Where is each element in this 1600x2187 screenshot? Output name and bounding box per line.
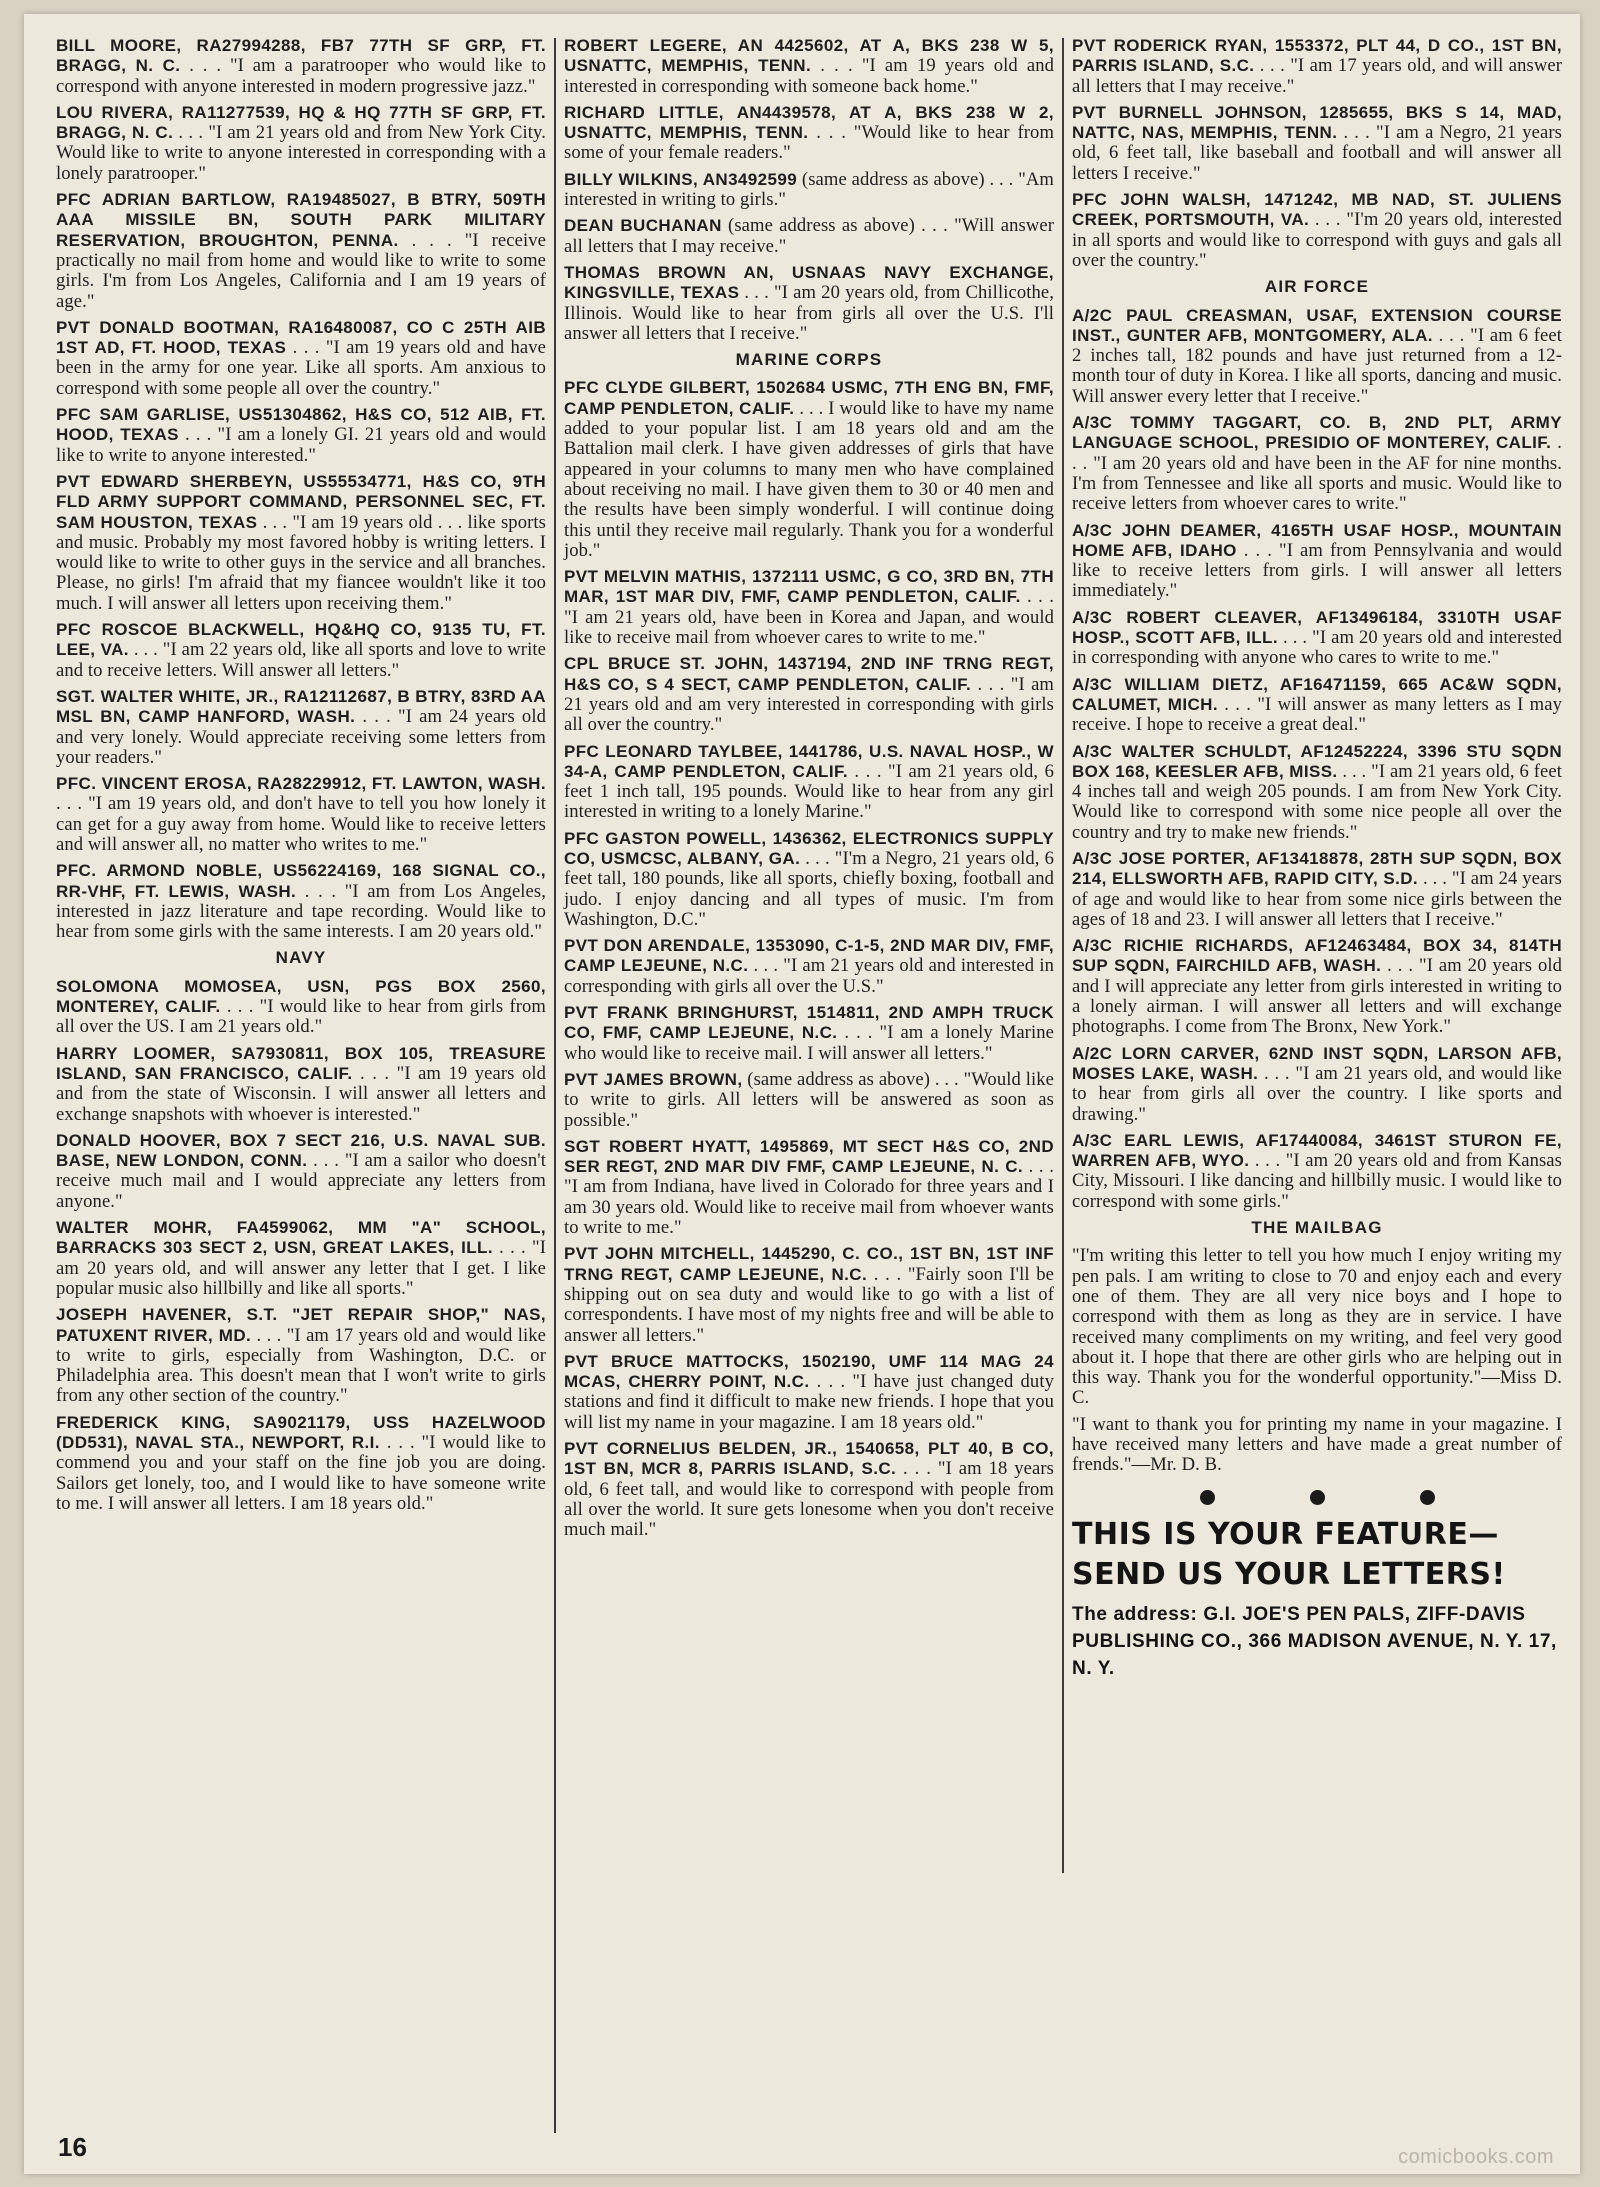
entry-message: . . . "I am a lonely GI. 21 years old and would like to write to anyone interested." [56, 424, 546, 466]
entry-message: . . . "I am 21 years old, 6 feet 4 inches tall and weigh 205 pounds. I am from New York City. Would like to correspond with some nice people all over the country and try to make new friends." [1072, 760, 1562, 843]
column-divider-2 [1062, 38, 1064, 1873]
watermark: comicbooks.com [1398, 2146, 1554, 2168]
entry-message: . . . "I would like to hear from girls from all over the US. I am 21 years old." [56, 996, 546, 1038]
entry-message: . . . "I am a lonely Marine who would like to receive mail. I will answer all letters." [564, 1022, 1054, 1064]
entry-name-address: PFC CLYDE GILBERT, 1502684 USMC, 7TH ENG BN, FMF, CAMP PENDLETON, CALIF. [564, 378, 1054, 418]
entry-name-address: PFC. ARMOND NOBLE, US56224169, 168 SIGNAL CO., RR-VHF, FT. LEWIS, WASH. [56, 861, 546, 901]
pen-pal-entry [564, 1244, 1054, 1345]
dot-ornament [1200, 1490, 1215, 1505]
entry-name-address: FREDERICK KING, SA9021179, USS HAZELWOOD (DD531), NAVAL STA., NEWPORT, R.I. [56, 1412, 546, 1452]
pen-pal-entry [564, 1137, 1054, 1238]
entry-message: . . . "I am 21 years old, 6 feet 1 inch tall, 195 pounds. Would like to hear from any girl interested in writing to a lonely Marine." [564, 760, 1054, 823]
pen-pal-entry [1072, 521, 1562, 602]
pen-pal-entry [564, 936, 1054, 997]
entry-message: . . . "I am a sailor who doesn't receive much mail and I would appreciate any letters from anyone." [56, 1150, 546, 1212]
pen-pal-entry [56, 861, 546, 942]
pen-pal-entry [564, 263, 1054, 344]
entry-name-address: PFC GASTON POWELL, 1436362, ELECTRONICS SUPPLY CO, USMCSC, ALBANY, GA. [564, 828, 1054, 868]
promo-headline-line-2: SEND US YOUR LETTERS! [1072, 1556, 1506, 1592]
pen-pal-entry [564, 103, 1054, 164]
entry-name-address: PFC ROSCOE BLACKWELL, HQ&HQ CO, 9135 TU, FT. LEE, VA. [56, 620, 546, 660]
entry-message: . . . "I am 19 years old and from the state of Wisconsin. I will answer all letters and exchange snapshots with whoever is interested." [56, 1062, 546, 1125]
entry-name-address: BILLY WILKINS, AN3492599 [564, 169, 798, 189]
entry-message: . . . "I am 20 years old and I will appreciate any letter from girls interested in writing to a lonely airman. I will answer all letters and will exchange photographs. I come from The Bronx, New York." [1072, 955, 1563, 1038]
dot-ornament [1310, 1490, 1325, 1505]
pen-pal-entry [56, 1131, 546, 1212]
entry-name-address: A/3C JOSE PORTER, AF13418878, 28TH SUP SQDN, BOX 214, ELLSWORTH AFB, RAPID CITY, S.D. [1072, 848, 1562, 889]
section-heading: AIR FORCE [1264, 277, 1370, 297]
entry-message: . . . "I am 24 years of age and would like to hear from some nice girls between the ages of 18 and 23. I will answer all letters that I receive." [1072, 868, 1562, 930]
promo-headline [1072, 1515, 1562, 1595]
pen-pal-entry [56, 36, 546, 97]
entry-message: . . . "I am 19 years old and interested in corresponding with someone back home." [564, 55, 1055, 97]
entry-message: . . . "Fairly soon I'll be shipping out on sea duty and would like to go with a list of correspondents. I have most of my nights free and will be able to answer all letters." [564, 1263, 1054, 1346]
entry-name-address: SGT. WALTER WHITE, JR., RA12112687, B BTRY, 83RD AA MSL BN, CAMP HANFORD, WASH. [56, 686, 546, 727]
entry-name-address: BILL MOORE, RA27994288, FB7 77TH SF GRP, FT. BRAGG, N. C. [56, 36, 546, 76]
entry-message: . . . "I am from Pennsylvania and would like to receive letters from girls. I will answer all letters immediately." [1072, 539, 1562, 602]
entry-message: . . . I would like to have my name added to your popular list. I am 18 years old and am the Battalion mail clerk. I have given addresses of girls that have appeared in your columns to many men who have complained about receiving no mail. I have given them to 30 or 40 men and the results have been simply wonderful. I will continue doing this until they receive mail regularly. Thank you for a wonderful job." [564, 397, 1054, 561]
pen-pal-entry [56, 1044, 546, 1125]
pen-pal-entry [56, 405, 546, 466]
pen-pal-entry [564, 742, 1054, 823]
entry-message: . . . "I am 19 years old and have been in the army for one year. Like all sports. Am anxious to correspond with some people all over the country." [56, 337, 546, 399]
entry-message: . . . "I am 19 years old . . . like sports and music. Probably my most favored hobby is writing letters. I would like to write to other guys in the service and all branches. Please, no girls! I'm afraid that my fiancee wouldn't like it too much. I will answer all letters upon receiving them." [56, 511, 546, 614]
pen-pal-entry [564, 36, 1054, 97]
entry-name-address: SGT ROBERT HYATT, 1495869, MT SECT H&S CO, 2ND SER REGT, 2ND MAR DIV FMF, CAMP LEJEUNE, N. C. [564, 1136, 1054, 1177]
entry-name-address: HARRY LOOMER, SA7930811, BOX 105, TREASURE ISLAND, SAN FRANCISCO, CALIF. [56, 1043, 546, 1083]
entry-name-address: A/3C WALTER SCHULDT, AF12452224, 3396 STU SQDN BOX 168, KEESLER AFB, MISS. [1072, 741, 1562, 781]
entry-message: (same address as above) . . . "Am interested in writing to girls." [564, 168, 1054, 211]
dot-ornament [1420, 1490, 1435, 1505]
entry-name-address: PVT FRANK BRINGHURST, 1514811, 2ND AMPH TRUCK CO, FMF, CAMP LEJEUNE, N.C. [564, 1003, 1054, 1043]
entry-message: . . . "I am 20 years old, and will answer any letter that I get. I like popular music also hillbilly and like all sports." [56, 1237, 546, 1299]
column-divider-1 [554, 38, 556, 2133]
entry-name-address: PVT MELVIN MATHIS, 1372111 USMC, G CO, 3RD BN, 7TH MAR, 1ST MAR DIV, FMF, CAMP PENDLETON, CALIF. [564, 567, 1054, 607]
entry-message: (same address as above) . . . "Would like to write to girls. All letters will be answered as soon as possible." [564, 1068, 1054, 1131]
entry-message: . . . "I have just changed duty stations and find it difficult to make new friends. I hope that you will list my name in your magazine. I am 18 years old." [564, 1371, 1054, 1433]
entry-name-address: SOLOMONA MOMOSEA, USN, PGS BOX 2560, MONTEREY, CALIF. [56, 976, 546, 1017]
pen-pal-entry [1072, 675, 1562, 736]
entry-message: . . . "I am 20 years old and interested in corresponding with anyone who cares to write to me." [1072, 627, 1562, 669]
entry-message: . . . "I am 24 years old and very lonely. Would appreciate receiving some letters from your readers." [56, 706, 546, 768]
entry-name-address: PVT JAMES BROWN, [564, 1069, 743, 1089]
entry-message: (same address as above) . . . "Will answer all letters that I may receive." [564, 215, 1054, 257]
entry-message: . . . "Would like to hear from some of your female readers." [564, 122, 1055, 164]
pen-pal-entry [56, 1305, 546, 1406]
pen-pal-entry [56, 977, 546, 1038]
entry-name-address: LOU RIVERA, RA11277539, HQ & HQ 77TH SF GRP, FT. BRAGG, N. C. [56, 102, 546, 143]
pen-pal-entry [56, 103, 546, 184]
entry-name-address: RICHARD LITTLE, AN4439578, AT A, BKS 238 W 2, USNATTC, MEMPHIS, TENN. [564, 102, 1054, 143]
pen-pal-entry [1072, 936, 1562, 1037]
entry-message: . . . "I am 17 years old and would like to write to girls, especially from Washington, D.C. or Philadelphia area. This doesn't mean that I won't write to girls from any other section of the country." [56, 1324, 546, 1407]
entry-name-address: A/2C LORN CARVER, 62ND INST SQDN, LARSON AFB, MOSES LAKE, WASH. [1072, 1043, 1562, 1083]
pen-pal-entry [564, 654, 1054, 735]
pen-pal-entry [1072, 608, 1562, 669]
entry-message: . . . "I am 21 years old, have been in Korea and Japan, and would like to receive mail from whoever cares to write to me." [564, 586, 1054, 649]
pen-pal-entry [56, 687, 546, 768]
entry-message: . . . "I am 6 feet 2 inches tall, 182 pounds and have just returned from a 12-month tour of duty in Korea. I like all sports, dancing and music. Will answer every letter that I receive." [1072, 324, 1562, 407]
promo-headline-line-1: THIS IS YOUR FEATURE— [1072, 1516, 1499, 1552]
entry-message: . . . "I am 22 years old, like all sports and love to write and to receive letters. Will answer all letters." [56, 639, 546, 681]
entry-name-address: PVT EDWARD SHERBEYN, US55534771, H&S CO, 9TH FLD ARMY SUPPORT COMMAND, PERSONNEL SEC, FT. SAM HOUSTON, TEXAS [56, 471, 546, 532]
pen-pal-entry [564, 216, 1054, 257]
entry-message: "I'm writing this letter to tell you how much I enjoy writing my pen pals. I am writing to close to 70 and enjoy each and every one of them. They are all very nice boys and I hope to correspond with them as long as they are in service. I have received many compliments on my writing, and feel very good about it. I hope that there are other girls who are helping out in this way. Thank you for the wonderful opportunity."—Miss D. C. [1072, 1245, 1562, 1409]
pen-pal-entry [56, 620, 546, 681]
entry-name-address: A/3C WILLIAM DIETZ, AF16471159, 665 AC&W SQDN, CALUMET, MICH. [1072, 674, 1562, 714]
pen-pal-entry [56, 774, 546, 855]
pen-pal-entry [1072, 849, 1562, 930]
pen-pal-entry [1072, 742, 1562, 843]
entry-message: . . . "I am 18 years old, 6 feet tall, and would like to correspond with people from all over the world. It sure gets lonesome when you don't receive much mail." [564, 1458, 1054, 1541]
entry-message: "I want to thank you for printing my name in your magazine. I have received many letters and have made a great number of frends."—Mr. D. B. [1072, 1413, 1562, 1476]
pen-pal-entry [564, 1003, 1054, 1064]
entry-message: . . . "I receive practically no mail from home and would like to write to some girls. I'm from Los Angeles, California and I am 19 years of age." [56, 229, 547, 312]
pen-pal-entry [564, 1070, 1054, 1131]
entry-message: . . . "I am 20 years old, from Chillicothe, Illinois. Would like to hear from girls all over the U.S. I'll answer all letters that I receive." [564, 282, 1054, 344]
entry-message: . . . "I am 21 years old and am very interested in corresponding with girls all over the country." [564, 673, 1054, 736]
entry-name-address: PFC JOHN WALSH, 1471242, MB NAD, ST. JULIENS CREEK, PORTSMOUTH, VA. [1072, 190, 1562, 230]
entry-name-address: PVT BURNELL JOHNSON, 1285655, BKS S 14, MAD, NATTC, NAS, MEMPHIS, TENN. [1072, 102, 1562, 143]
section-heading: NAVY [275, 948, 327, 968]
pen-pal-entry [1072, 1131, 1562, 1212]
entry-name-address: A/3C RICHIE RICHARDS, AF12463484, BOX 34, 814TH SUP SQDN, FAIRCHILD AFB, WASH. [1072, 936, 1562, 976]
pen-pal-entry [1072, 306, 1562, 407]
pen-pal-entry [1072, 1415, 1562, 1476]
entry-message: . . . "I am from Los Angeles, interested in jazz literature and tape recording. Would like to hear from some girls with the same interests. I am 20 years old." [56, 880, 546, 943]
section-heading: MARINE CORPS [735, 350, 883, 370]
entry-name-address: A/3C EARL LEWIS, AF17440084, 3461ST STURON FE, WARREN AFB, WYO. [1072, 1130, 1562, 1171]
page-number: 16 [58, 2132, 87, 2162]
entry-name-address: A/3C JOHN DEAMER, 4165TH USAF HOSP., MOUNTAIN HOME AFB, IDAHO [1072, 520, 1562, 560]
pen-pal-entry [564, 1439, 1054, 1540]
entry-message: . . . "I am 21 years old and from New York City. Would like to write to anyone interested in corresponding with a lonely paratrooper." [56, 122, 546, 184]
entry-name-address: PFC SAM GARLISE, US51304862, H&S CO, 512 AIB, FT. HOOD, TEXAS [56, 405, 546, 445]
entry-message: . . . "I will answer as many letters as I may receive. I hope to receive a great deal." [1072, 693, 1562, 736]
entry-message: . . . "I'm a Negro, 21 years old, 6 feet tall, 180 pounds, like all sports, chiefly boxing, football and judo. I enjoy dancing and all types of music. I'm from Washington, D.C." [564, 847, 1055, 930]
entry-message: . . . "I am a paratrooper who would like to correspond with anyone interested in modern progressive jazz." [56, 55, 546, 97]
column-middle [564, 36, 1054, 1546]
entry-name-address: PVT RODERICK RYAN, 1553372, PLT 44, D CO., 1ST BN, PARRIS ISLAND, S.C. [1072, 36, 1562, 76]
entry-name-address: PVT JOHN MITCHELL, 1445290, C. CO., 1ST BN, 1ST INF TRNG REGT, CAMP LEJEUNE, N.C. [564, 1244, 1054, 1284]
pen-pal-entry [56, 318, 546, 399]
pen-pal-entry [56, 1218, 546, 1299]
entry-name-address: PFC. VINCENT EROSA, RA28229912, FT. LAWTON, WASH. [56, 774, 546, 794]
entry-name-address: PVT CORNELIUS BELDEN, JR., 1540658, PLT 40, B CO, 1ST BN, MCR 8, PARRIS ISLAND, S.C. [564, 1439, 1054, 1479]
pen-pal-entry [564, 829, 1054, 930]
entry-name-address: PFC LEONARD TAYLBEE, 1441786, U.S. NAVAL HOSP., W 34-A, CAMP PENDLETON, CALIF. [564, 741, 1054, 781]
pen-pal-entry [1072, 413, 1562, 514]
entry-message: . . . "I am a Negro, 21 years old, 6 feet tall, like baseball and football and will answer all letters I receive." [1072, 122, 1562, 184]
pen-pal-entry [564, 378, 1054, 561]
pen-pal-entry [564, 1352, 1054, 1433]
entry-name-address: DONALD HOOVER, BOX 7 SECT 216, U.S. NAVAL SUB. BASE, NEW LONDON, CONN. [56, 1130, 546, 1171]
column-right [1072, 36, 1562, 1682]
entry-name-address: WALTER MOHR, FA4599062, MM "A" SCHOOL, BARRACKS 303 SECT 2, USN, GREAT LAKES, ILL. [56, 1218, 546, 1258]
entry-name-address: ROBERT LEGERE, AN 4425602, AT A, BKS 238 W 5, USNATTC, MEMPHIS, TENN. [564, 36, 1054, 76]
magazine-page [24, 14, 1580, 2174]
pen-pal-entry [56, 1413, 546, 1514]
pen-pal-entry [1072, 36, 1562, 97]
entry-name-address: THOMAS BROWN AN, USNAAS NAVY EXCHANGE, KINGSVILLE, TEXAS [564, 262, 1054, 303]
feature-promo [1072, 1515, 1562, 1682]
column-left [56, 36, 546, 1520]
entry-name-address: A/3C ROBERT CLEAVER, AF13496184, 3310TH USAF HOSP., SCOTT AFB, ILL. [1072, 607, 1562, 648]
entry-name-address: JOSEPH HAVENER, S.T. "JET REPAIR SHOP," NAS, PATUXENT RIVER, MD. [56, 1305, 546, 1345]
entry-name-address: CPL BRUCE ST. JOHN, 1437194, 2ND INF TRNG REGT, H&S CO, S 4 SECT, CAMP PENDLETON, CALIF. [564, 654, 1054, 694]
entry-message: . . . "I would like to commend you and your staff on the fine job you are doing. Sailors get lonely, too, and I would like to have someone write to me. I will answer all letters. I am 18 years old." [56, 1432, 546, 1514]
entry-name-address: PVT DONALD BOOTMAN, RA16480087, CO C 25TH AIB 1ST AD, FT. HOOD, TEXAS [56, 317, 546, 358]
pen-pal-entry [1072, 1044, 1562, 1125]
entry-name-address: PVT DON ARENDALE, 1353090, C-1-5, 2ND MAR DIV, FMF, CAMP LEJEUNE, N.C. [564, 936, 1054, 976]
pen-pal-entry [56, 472, 546, 614]
entry-message: . . . "I am 20 years old and from Kansas City, Missouri. I like dancing and hillbilly music. I would like to correspond with some girls." [1072, 1150, 1562, 1212]
entry-message: . . . "I am 20 years old and have been in the AF for nine months. I'm from Tennessee and like all sports and music. Would like to receive letters from whoever cares to write." [1072, 432, 1563, 515]
entry-message: . . . "I am 21 years old, and would like to hear from girls all over the country. I like sports and drawing." [1072, 1062, 1562, 1125]
entry-name-address: PVT BRUCE MATTOCKS, 1502190, UMF 114 MAG 24 MCAS, CHERRY POINT, N.C. [564, 1351, 1054, 1392]
entry-message: . . . "I am 21 years old and interested in corresponding with girls all over the U.S." [564, 955, 1054, 997]
entry-message: . . . "I'm 20 years old, interested in all sports and would like to correspond with guys and gals all over the country." [1072, 209, 1562, 271]
pen-pal-entry [1072, 190, 1562, 271]
section-heading: THE MAILBAG [1251, 1218, 1383, 1238]
entry-message: . . . "I am 19 years old, and don't have to tell you how lonely it can get for a guy away from home. Would like to receive letters and will answer all, no matter who writes to me." [56, 793, 546, 855]
entry-name-address: PFC ADRIAN BARTLOW, RA19485027, B BTRY, 509TH AAA MISSILE BN, SOUTH PARK MILITARY RESERVATION, BROUGHTON, PENNA. [56, 190, 546, 250]
entry-message: . . . "I am from Indiana, have lived in Colorado for three years and I am 30 years old. Would like to receive mail from whoever wants to write to me." [564, 1156, 1054, 1239]
dot-separator [1072, 1490, 1562, 1505]
entry-name-address: A/3C TOMMY TAGGART, CO. B, 2ND PLT, ARMY LANGUAGE SCHOOL, PRESIDIO OF MONTEREY, CALIF. [1072, 413, 1562, 453]
pen-pal-entry [564, 170, 1054, 211]
pen-pal-entry [564, 567, 1054, 648]
pen-pal-entry [56, 190, 546, 312]
entry-message: . . . "I am 17 years old, and will answer all letters that I may receive." [1072, 55, 1562, 97]
entry-name-address: DEAN BUCHANAN [564, 216, 722, 236]
entry-name-address: A/2C PAUL CREASMAN, USAF, EXTENSION COURSE INST., GUNTER AFB, MONTGOMERY, ALA. [1072, 305, 1562, 345]
pen-pal-entry [1072, 103, 1562, 184]
promo-address: The address: G.I. JOE'S PEN PALS, ZIFF-DAVIS PUBLISHING CO., 366 MADISON AVENUE, N. Y. 17, N. Y. [1072, 1603, 1557, 1679]
pen-pal-entry [1072, 1246, 1562, 1408]
